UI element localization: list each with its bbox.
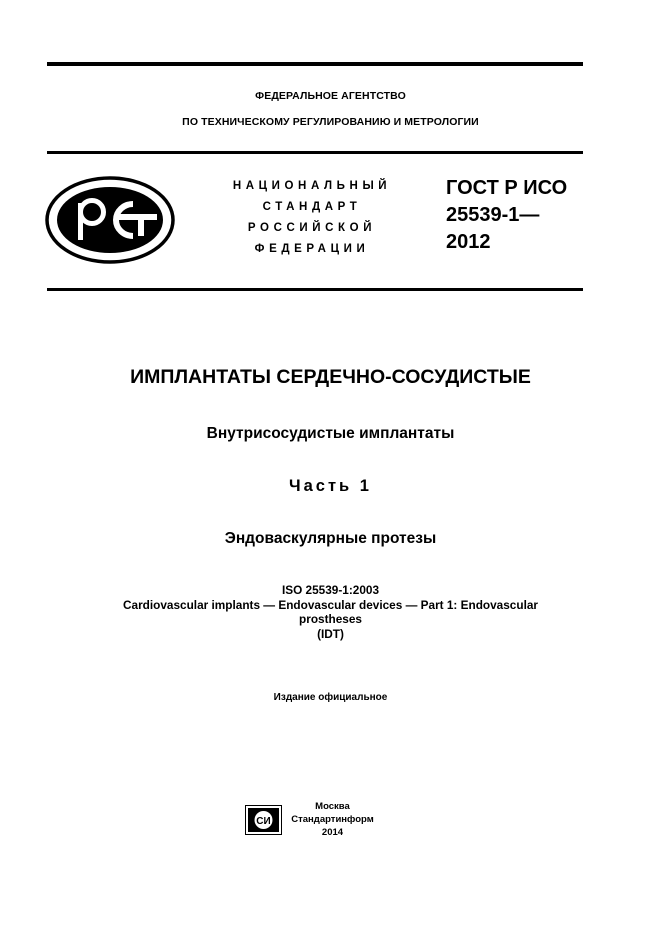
- edition-label: Издание официальное: [273, 692, 388, 703]
- document-subtitle: Внутрисосудистые имплантаты: [206, 425, 455, 442]
- iso-idt: (IDT): [317, 626, 344, 641]
- publisher-block: [290, 800, 375, 839]
- publisher-year: 2014: [321, 827, 344, 838]
- publisher-logo-text: СИ: [256, 816, 271, 827]
- iso-reference: [60, 583, 601, 641]
- designation-line-1: ГОСТ Р ИСО: [446, 177, 568, 199]
- publisher-city: Москва: [315, 801, 350, 812]
- designation-line-3: 2012: [446, 231, 491, 253]
- agency-line-1: ФЕДЕРАЛЬНОЕ АГЕНТСТВО: [255, 90, 406, 102]
- designation-line-2: 25539-1—: [446, 204, 540, 226]
- standard-designation: [446, 175, 606, 256]
- standard-type-block: [212, 176, 412, 260]
- standartinform-logo-icon: [245, 805, 282, 835]
- header-bottom-rule: [47, 288, 583, 291]
- iso-title-line-1: Cardiovascular implants — Endovascular devices — Part 1: Endovascular: [122, 597, 539, 612]
- iso-number: ISO 25539-1:2003: [281, 583, 380, 597]
- document-title: ИМПЛАНТАТЫ СЕРДЕЧНО-СОСУДИСТЫЕ: [130, 366, 531, 388]
- standard-line-1: НАЦИОНАЛЬНЫЙ: [232, 180, 392, 192]
- standard-line-2: СТАНДАРТ: [262, 201, 362, 213]
- document-part: Часть 1: [289, 477, 372, 495]
- standard-line-3: РОССИЙСКОЙ: [247, 222, 377, 234]
- agency-line-2: ПО ТЕХНИЧЕСКОМУ РЕГУЛИРОВАНИЮ И МЕТРОЛОГИИ: [182, 116, 479, 128]
- iso-title-line-2: prostheses: [299, 612, 362, 626]
- document-part-title: Эндоваскулярные протезы: [224, 530, 437, 547]
- publisher-name: Стандартинформ: [291, 814, 374, 825]
- standard-line-4: ФЕДЕРАЦИИ: [254, 243, 370, 255]
- header-rule: [47, 151, 583, 154]
- rst-mark-icon: [45, 176, 175, 264]
- top-rule: [47, 62, 583, 66]
